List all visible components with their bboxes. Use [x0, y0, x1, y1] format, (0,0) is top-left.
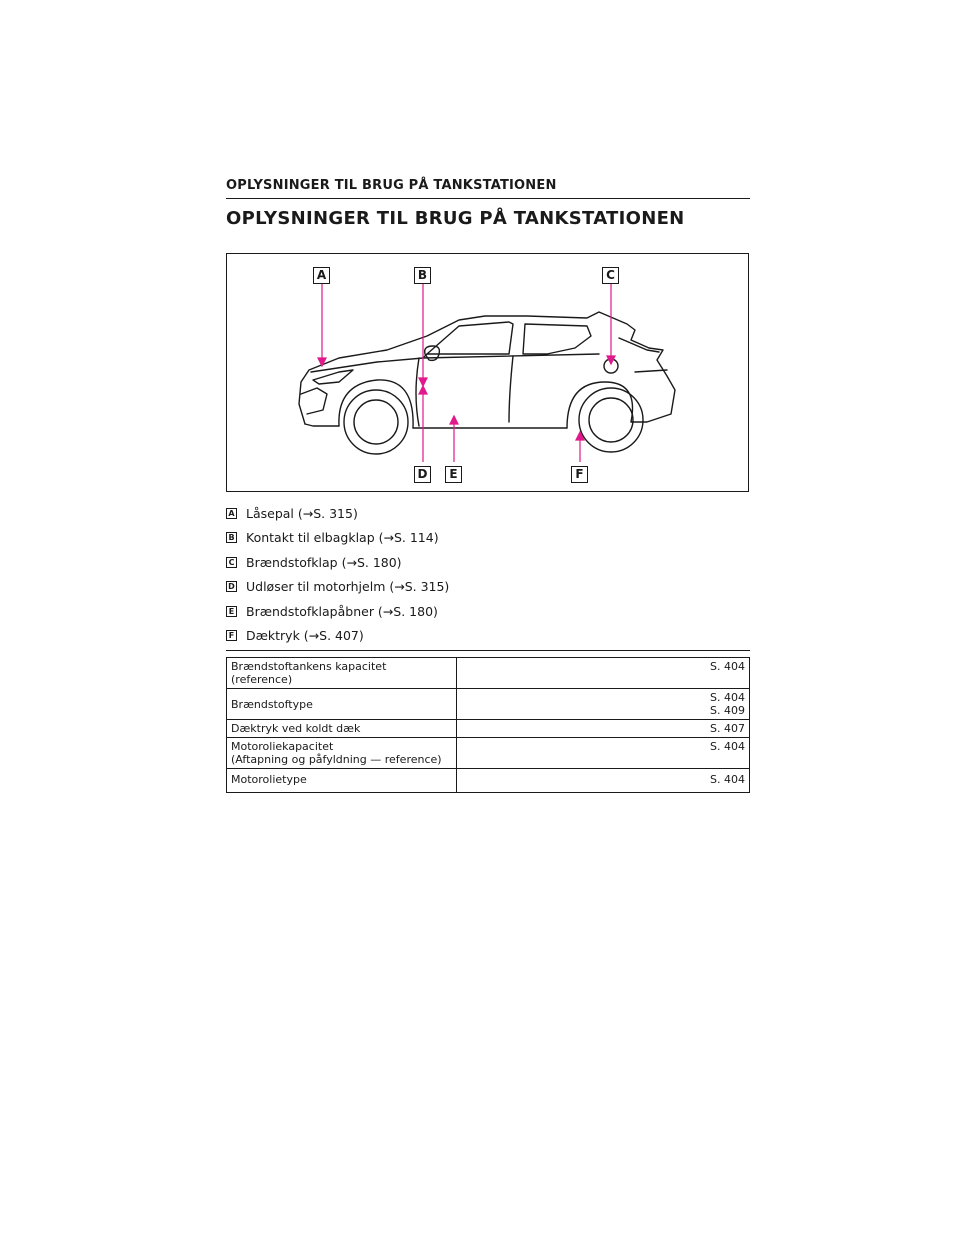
reference-table: [226, 657, 750, 793]
legend-item-f: [226, 624, 449, 649]
table-cell-label: Dæktryk ved koldt dæk: [227, 720, 457, 738]
legend-text-c: Brændstofklap (→S. 180): [246, 554, 402, 570]
legend-item-b: [226, 526, 449, 551]
legend-item-c: [226, 550, 449, 575]
legend-text-d: Udløser til motorhjelm (→S. 315): [246, 579, 450, 595]
table-row: [227, 769, 750, 793]
car-illustration: [227, 254, 748, 491]
callout-a: A: [313, 267, 330, 284]
legend-item-a: [226, 501, 449, 526]
legend-tag-d: D: [226, 581, 237, 592]
callout-b: B: [414, 267, 431, 284]
table-cell-label: Motorolietype: [227, 769, 457, 793]
legend-item-e: [226, 599, 449, 624]
legend-text-e: Brændstofklapåbner (→S. 180): [246, 603, 438, 619]
table-row: [227, 658, 750, 689]
legend-tag-b: B: [226, 532, 237, 543]
header-divider: [226, 198, 750, 199]
vehicle-diagram: [226, 253, 749, 492]
table-cell-label: Brændstoftype: [227, 689, 457, 720]
callout-e: E: [445, 466, 462, 483]
legend-item-d: [226, 575, 449, 600]
legend-tag-a: A: [226, 508, 237, 519]
legend-text-f: Dæktryk (→S. 407): [246, 628, 364, 644]
table-cell-ref: S. 404 S. 409: [457, 689, 750, 720]
legend-tag-e: E: [226, 606, 237, 617]
table-row: [227, 738, 750, 769]
section-divider: [226, 650, 750, 651]
legend-text-b: Kontakt til elbagklap (→S. 114): [246, 530, 439, 546]
table-cell-label: Brændstoftankens kapacitet (reference): [227, 658, 457, 689]
table-cell-ref: S. 404: [457, 769, 750, 793]
table-cell-ref: S. 404: [457, 658, 750, 689]
legend-list: [226, 501, 449, 648]
table-cell-ref: S. 404: [457, 738, 750, 769]
page-title: OPLYSNINGER TIL BRUG PÅ TANKSTATIONEN: [226, 208, 685, 229]
legend-text-a: Låsepal (→S. 315): [246, 505, 358, 521]
callout-d: D: [414, 466, 431, 483]
table-row: [227, 720, 750, 738]
table-cell-ref: S. 407: [457, 720, 750, 738]
callout-c: C: [602, 267, 619, 284]
callout-f: F: [571, 466, 588, 483]
table-cell-label: Motoroliekapacitet (Aftapning og påfyldning — reference): [227, 738, 457, 769]
legend-tag-f: F: [226, 630, 237, 641]
legend-tag-c: C: [226, 557, 237, 568]
running-header: OPLYSNINGER TIL BRUG PÅ TANKSTATIONEN: [226, 178, 557, 193]
table-row: [227, 689, 750, 720]
